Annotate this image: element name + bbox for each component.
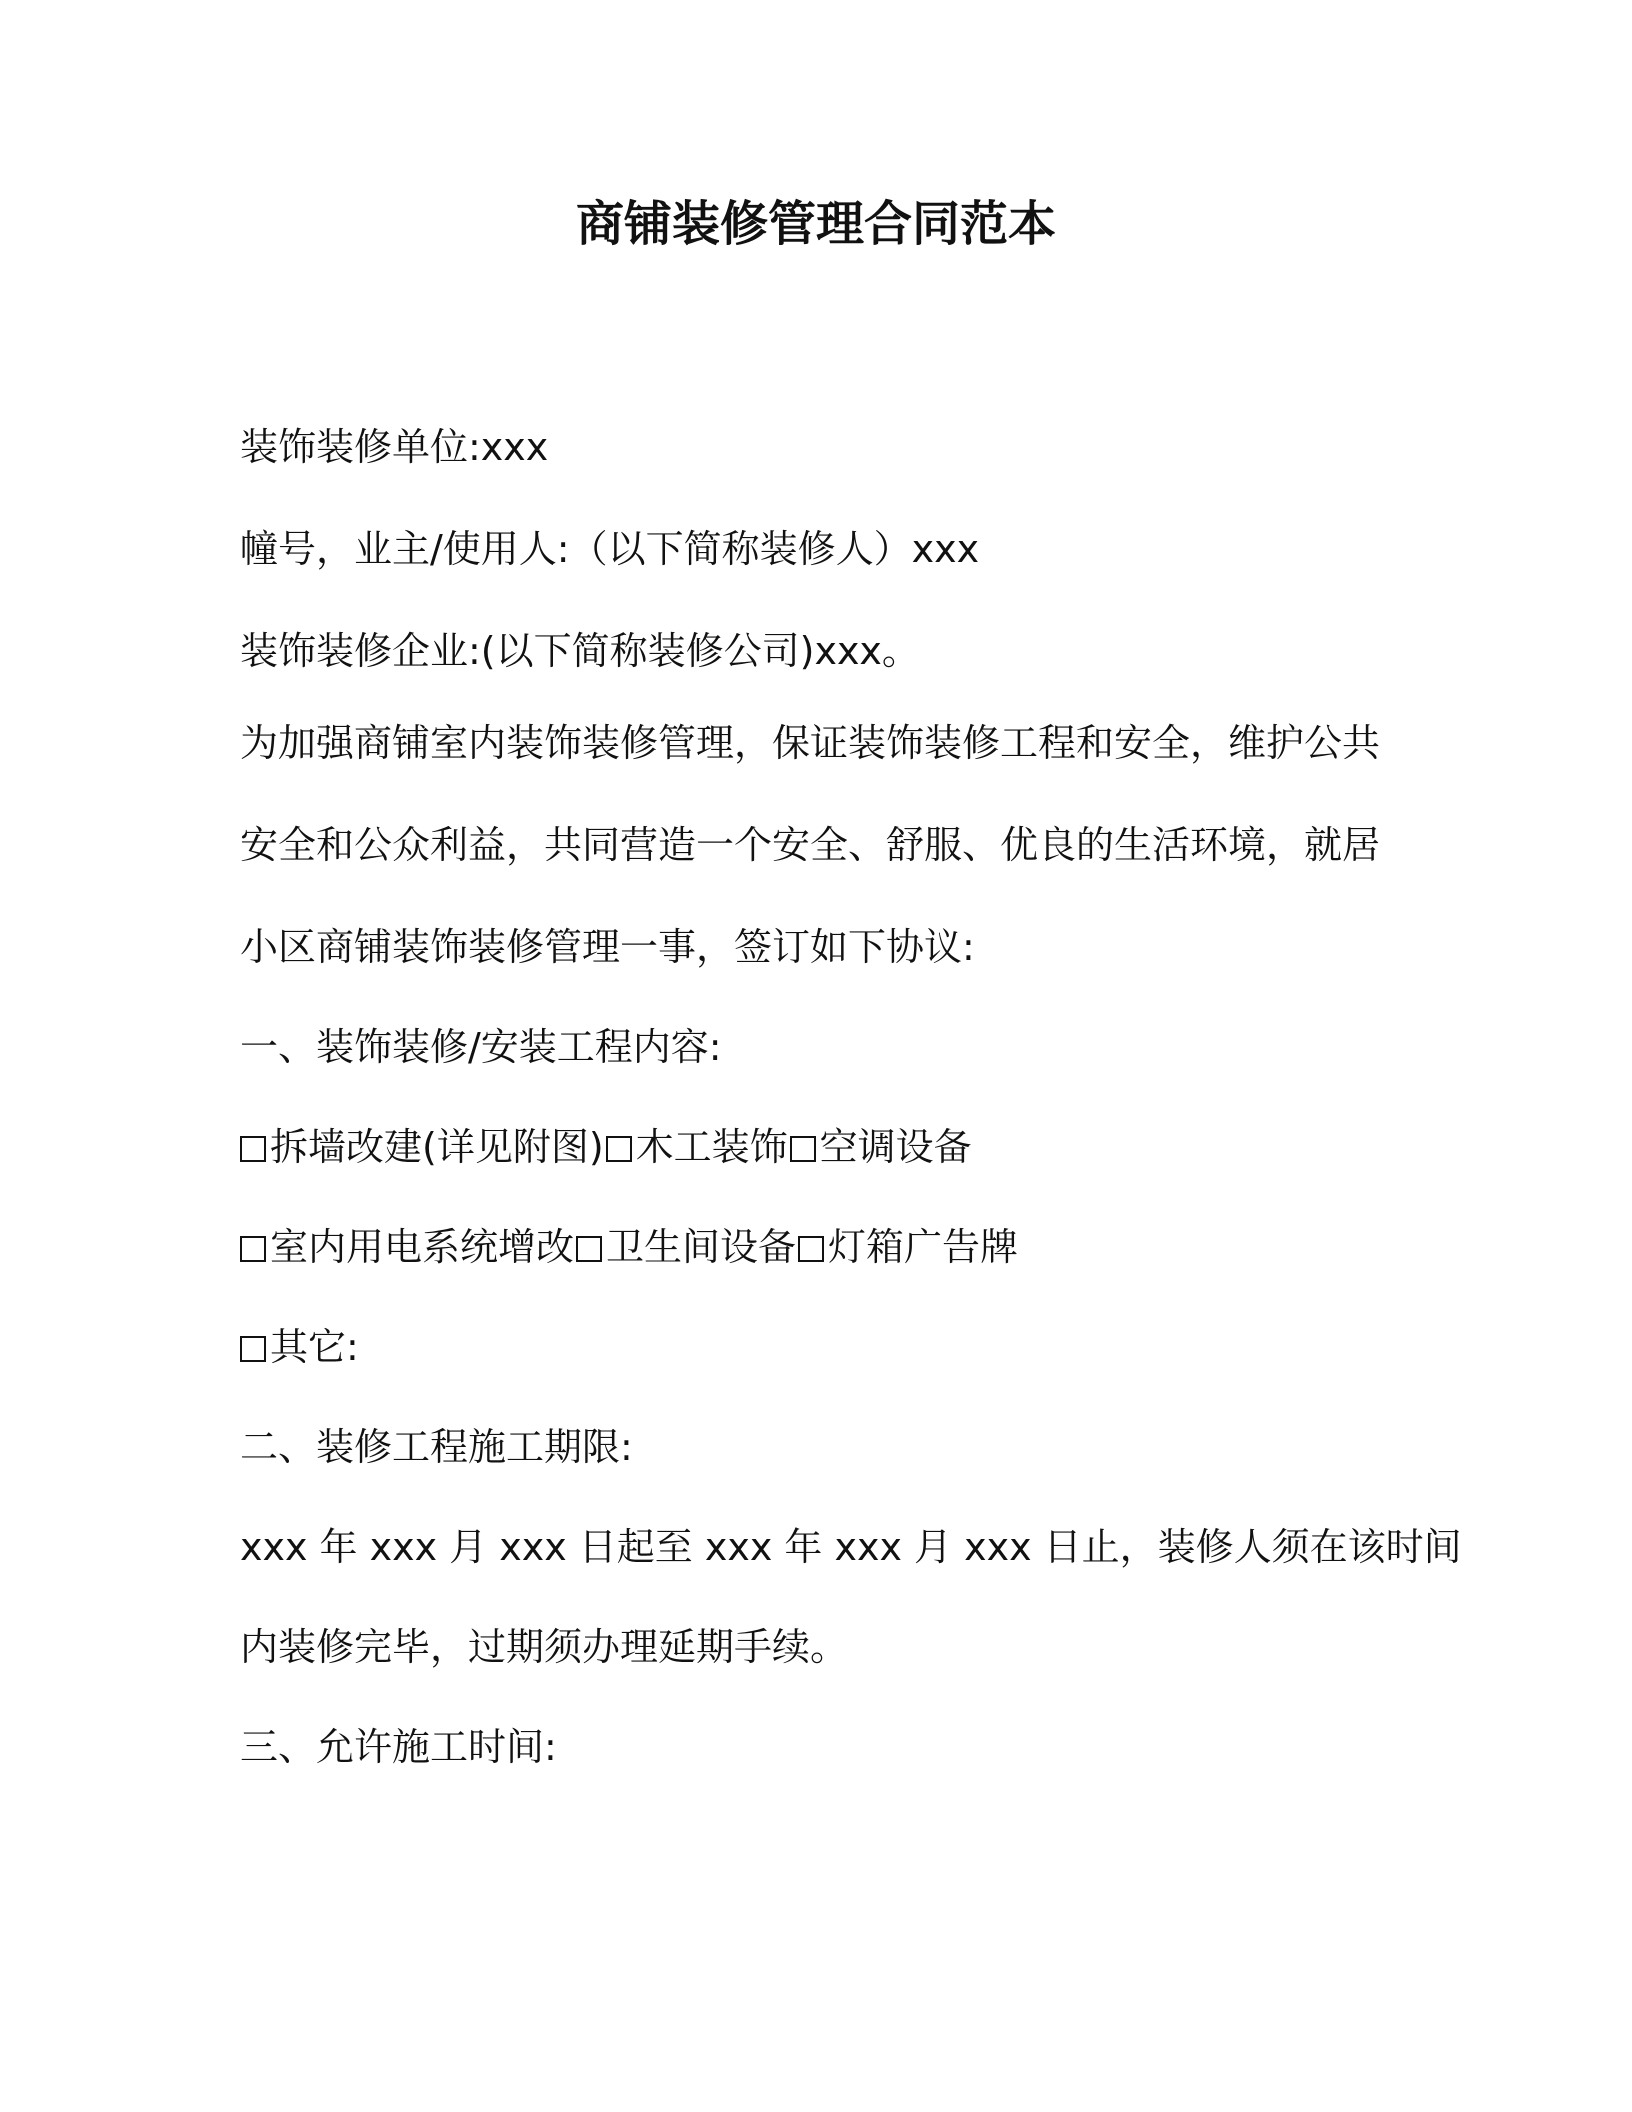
section-2-heading: 二、装修工程施工期限: xyxy=(240,1425,633,1469)
decoration-unit-line: 装饰装修单位:xxx xyxy=(240,425,549,469)
option-label: 卫生间设备 xyxy=(606,1225,797,1269)
checkbox-icon[interactable] xyxy=(798,1236,824,1262)
checkbox-icon[interactable] xyxy=(790,1136,816,1162)
options-row-2 xyxy=(240,1220,1420,1274)
checkbox-icon[interactable] xyxy=(606,1136,632,1162)
checkbox-icon[interactable] xyxy=(240,1136,266,1162)
intro-paragraph-line-2: 安全和公众利益，共同营造一个安全、舒服、优良的生活环境，就居 xyxy=(240,823,1381,867)
document-title: 商铺装修管理合同范本 xyxy=(575,196,1056,252)
intro-paragraph-line-3: 小区商铺装饰装修管理一事，签订如下协议: xyxy=(240,925,975,969)
option-label: 空调设备 xyxy=(819,1125,972,1169)
option-label: 拆墙改建(详见附图) xyxy=(270,1125,604,1169)
period-paragraph-line-2: 内装修完毕，过期须办理延期手续。 xyxy=(240,1625,849,1669)
options-row-3 xyxy=(240,1320,1420,1374)
option-label: 室内用电系统增改 xyxy=(270,1225,575,1269)
checkbox-icon[interactable] xyxy=(240,1236,266,1262)
options-row-1 xyxy=(240,1120,1420,1174)
owner-line: 幢号，业主/使用人:（以下简称装修人）xxx xyxy=(240,527,980,571)
option-label: 灯箱广告牌 xyxy=(828,1225,1019,1269)
decoration-company-line: 装饰装修企业:(以下简称装修公司)xxx。 xyxy=(240,629,920,673)
option-label: 其它: xyxy=(270,1325,359,1369)
section-3-heading: 三、允许施工时间: xyxy=(240,1725,557,1769)
checkbox-icon[interactable] xyxy=(240,1336,266,1362)
intro-paragraph-line-1: 为加强商铺室内装饰装修管理，保证装饰装修工程和安全，维护公共 xyxy=(240,721,1381,765)
checkbox-icon[interactable] xyxy=(576,1236,602,1262)
option-label: 木工装饰 xyxy=(635,1125,788,1169)
section-1-heading: 一、装饰装修/安装工程内容: xyxy=(240,1025,722,1069)
period-paragraph-line-1: xxx 年 xxx 月 xxx 日起至 xxx 年 xxx 月 xxx 日止，装修人须在该时间 xyxy=(240,1525,1462,1569)
